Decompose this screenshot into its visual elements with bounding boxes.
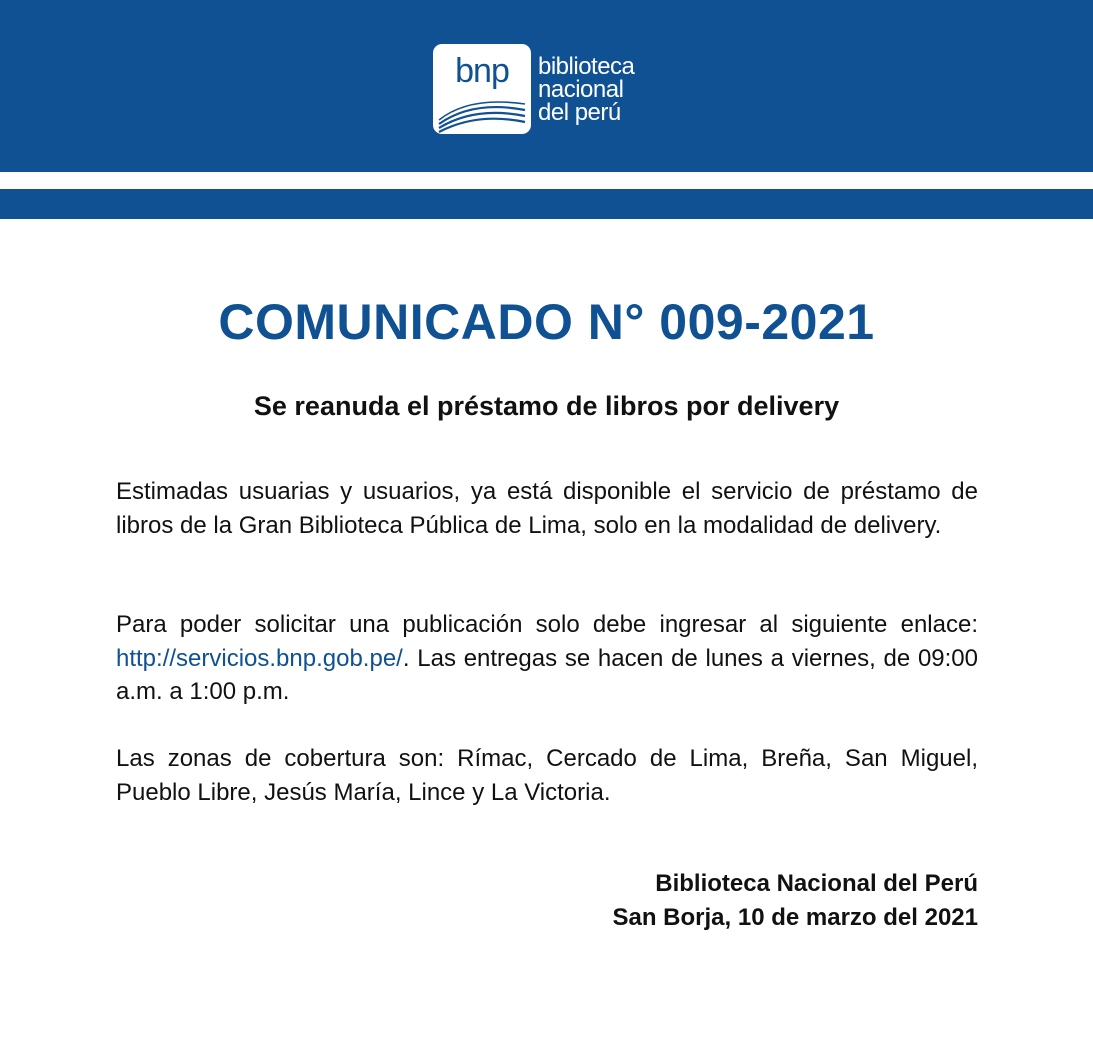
logo-badge xyxy=(433,44,531,134)
services-link[interactable]: http://servicios.bnp.gob.pe/ xyxy=(116,644,403,672)
signature-organization: Biblioteca Nacional del Perú xyxy=(655,870,978,897)
header-banner xyxy=(0,0,1093,172)
logo-line-2: nacional xyxy=(538,75,624,103)
notice-subtitle: Se reanuda el préstamo de libros por delivery xyxy=(253,391,840,421)
paragraph-coverage: Las zonas de cobertura son: Rímac, Cercado de Lima, Breña, San Miguel, Pueblo Libre, Jesús María, Lince y La Victoria. xyxy=(116,745,978,806)
logo-wordmark xyxy=(538,52,635,126)
signature-block xyxy=(613,867,979,935)
paragraph-request xyxy=(116,608,978,709)
book-pages-icon xyxy=(433,44,531,134)
header-stripe xyxy=(0,189,1093,219)
logo-line-3: del perú xyxy=(538,98,621,126)
notice-title: COMUNICADO N° 009-2021 xyxy=(218,294,875,350)
logo-line-1: biblioteca xyxy=(538,52,635,80)
signature-place-date: San Borja, 10 de marzo del 2021 xyxy=(612,904,978,931)
paragraph-availability: Estimadas usuarias y usuarios, ya está disponible el servicio de préstamo de libros de la Gran Biblioteca Pública de Lima, solo en la modalidad de delivery. xyxy=(116,478,978,539)
paragraph-request-text-after: . Las entregas se hacen de lunes a viernes, de 09:00 a.m. a 1:00 p.m. xyxy=(116,644,978,705)
logo-abbr: bnp xyxy=(455,52,509,90)
paragraph-request-text-before: Para poder solicitar una publicación solo debe ingresar al siguiente enlace: xyxy=(116,611,978,638)
bnp-logo xyxy=(433,44,634,134)
